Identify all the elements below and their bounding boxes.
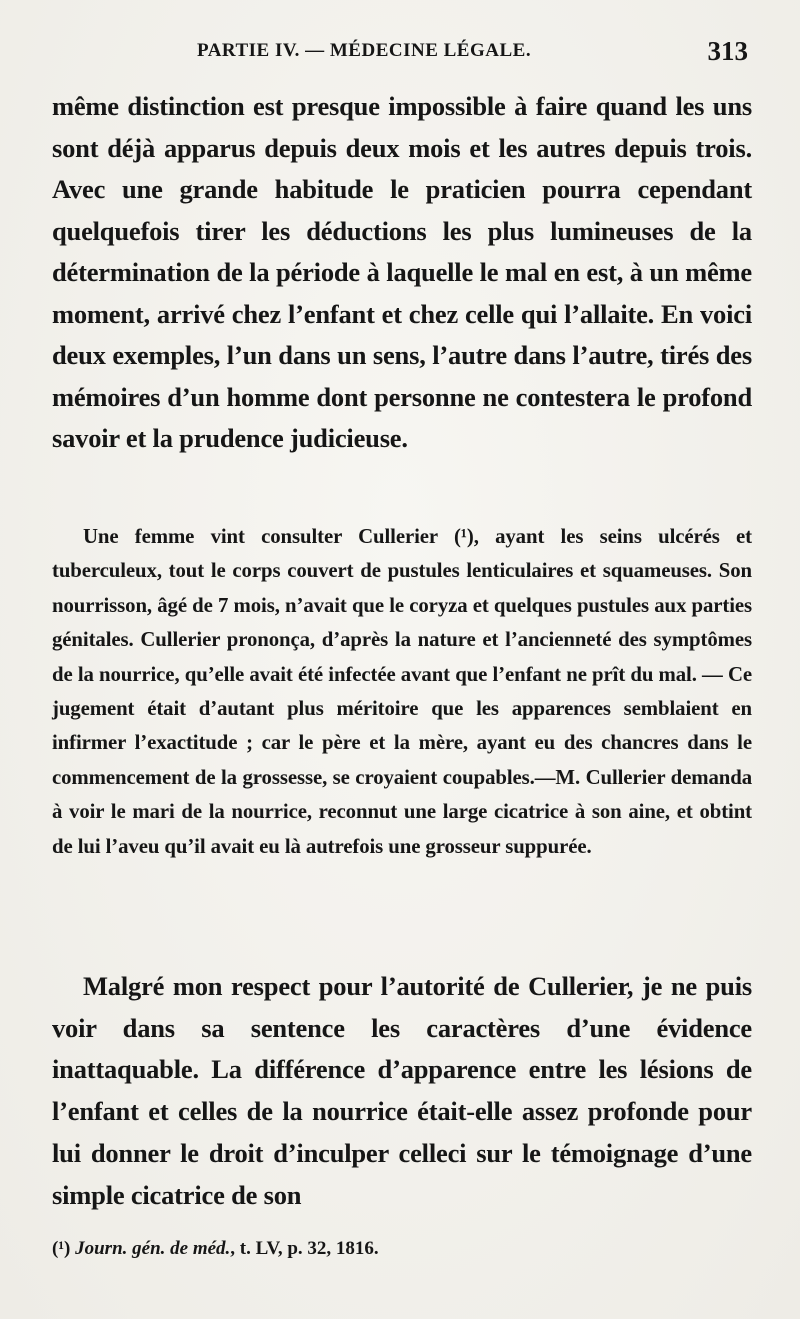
footnote-marker: (¹) [52, 1238, 71, 1259]
quoted-case-paragraph: Une femme vint consulter Cullerier (¹), ayant les seins ulcérés et tuberculeux, tout le corps couvert de pustules lenticulaires et squameuses. Son nourrisson, âgé de 7 mois, n’avait que le coryza et quelques pustules aux parties génitales. Cullerier prononça, d’après la nature et l’ancienneté des symptômes de la nourrice, qu’elle avait été infectée avant que l’enfant ne prît du mal. — Ce jugement était d’autant plus méritoire que les apparences semblaient en infirmer l’exactitude ; car le père et la mère, ayant eu des chancres dans le commencement de la grossesse, se croyaient coupables.—M. Cullerier demanda à voir le mari de la nourrice, reconnut une large cicatrice à son aine, et obtint de lui l’aveu qu’il avait eu là autrefois une grosseur suppurée. [52, 525, 752, 858]
footnote-source-title: Journ. gén. de méd. [75, 1238, 231, 1259]
body-paragraph-3: Malgré mon respect pour l’autorité de Cullerier, je ne puis voir dans sa sentence les caractères d’une évidence inattaquable. La différence d’apparence entre les lésions de l’enfant et celles de la nourrice était-elle assez profonde pour lui donner le droit d’inculper celleci sur le témoignage d’une simple cicatrice de son [52, 971, 752, 1210]
footnote-citation: , t. LV, p. 32, 1816. [230, 1238, 379, 1259]
footnote [52, 1238, 752, 1260]
running-head: PARTIE IV. — MÉDECINE LÉGALE. [197, 40, 532, 61]
body-paragraph-1: même distinction est presque impossible à faire quand les uns sont déjà apparus depuis deux mois et les autres depuis trois. Avec une grande habitude le praticien pourra cependant quelquefois tirer les déductions les plus lumineuses de la détermination de la période à laquelle le mal en est, à un même moment, arrivé chez l’enfant et chez celle qui l’allaite. En voici deux exemples, l’un dans un sens, l’autre dans l’autre, tirés des mémoires d’un homme dont personne ne contestera le profond savoir et la prudence judicieuse. [52, 91, 752, 453]
page-header [52, 38, 752, 72]
page-number: 313 [707, 36, 748, 66]
